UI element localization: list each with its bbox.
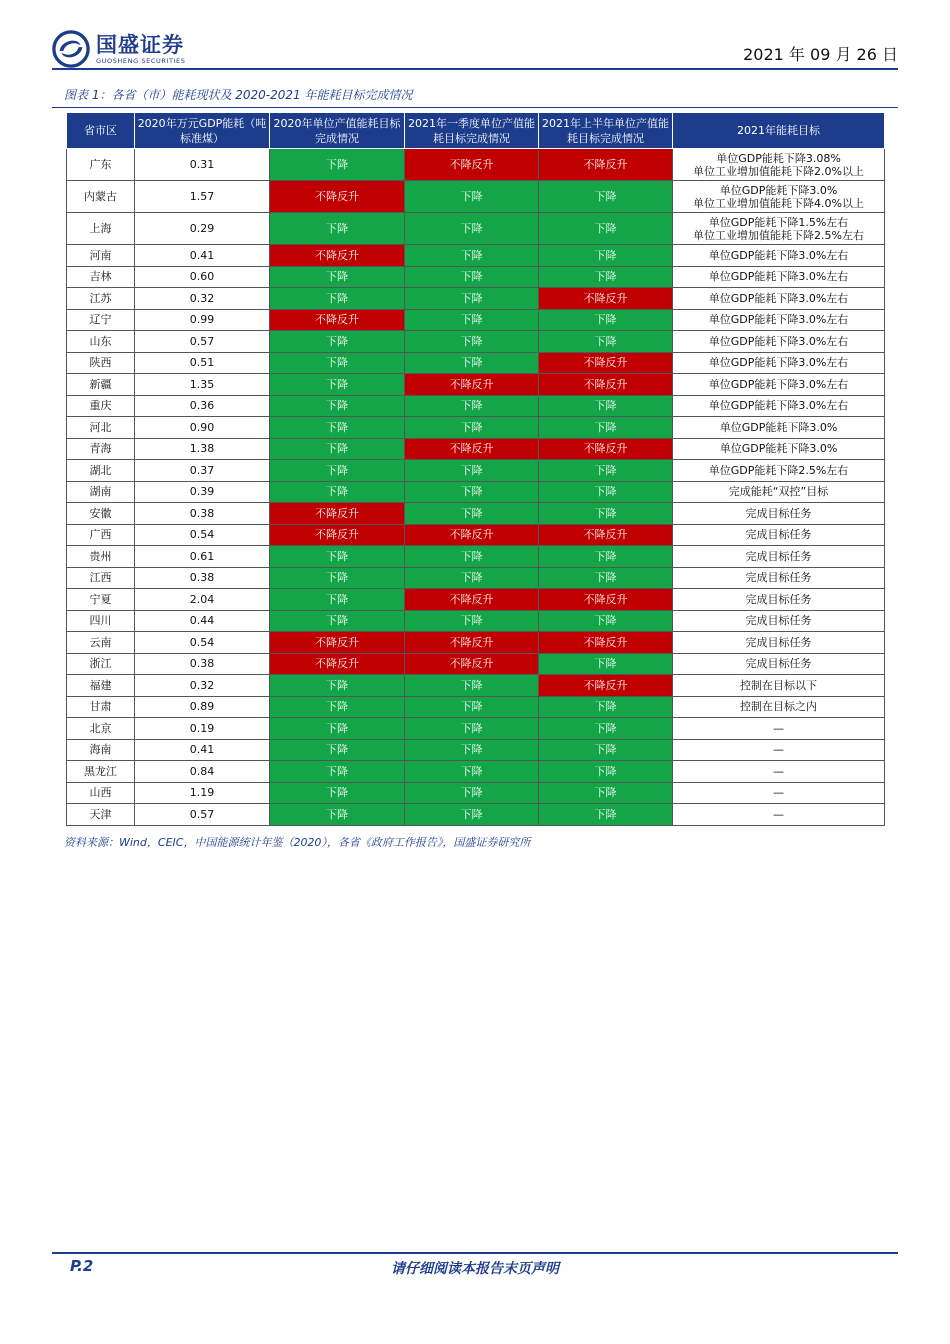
status-cell: 下降 bbox=[270, 782, 405, 804]
status-cell: 不降反升 bbox=[539, 438, 673, 460]
status-cell: 不降反升 bbox=[539, 374, 673, 396]
status-cell: 不降反升 bbox=[270, 503, 405, 525]
province-cell: 内蒙古 bbox=[67, 181, 135, 213]
target-cell: — bbox=[673, 739, 885, 761]
target-cell: — bbox=[673, 782, 885, 804]
table-row bbox=[67, 331, 885, 353]
status-cell: 下降 bbox=[405, 567, 539, 589]
status-cell: 下降 bbox=[270, 739, 405, 761]
target-cell: 单位GDP能耗下降3.0%左右 bbox=[673, 266, 885, 288]
figure-title-divider bbox=[52, 107, 898, 108]
gdp-energy-cell: 2.04 bbox=[135, 589, 270, 611]
company-logo bbox=[52, 30, 185, 68]
province-cell: 福建 bbox=[67, 675, 135, 697]
table-row bbox=[67, 610, 885, 632]
status-cell: 下降 bbox=[270, 610, 405, 632]
table-row bbox=[67, 181, 885, 213]
status-cell: 下降 bbox=[405, 245, 539, 267]
table-row bbox=[67, 266, 885, 288]
gdp-energy-cell: 0.32 bbox=[135, 288, 270, 310]
status-cell: 下降 bbox=[270, 460, 405, 482]
target-cell: 单位GDP能耗下降3.08% 单位工业增加值能耗下降2.0%以上 bbox=[673, 149, 885, 181]
status-cell: 下降 bbox=[539, 481, 673, 503]
status-cell: 下降 bbox=[405, 761, 539, 783]
status-cell: 下降 bbox=[405, 804, 539, 826]
status-cell: 下降 bbox=[539, 804, 673, 826]
province-cell: 山东 bbox=[67, 331, 135, 353]
target-cell: 单位GDP能耗下降3.0%左右 bbox=[673, 245, 885, 267]
status-cell: 下降 bbox=[539, 245, 673, 267]
province-cell: 辽宁 bbox=[67, 309, 135, 331]
target-cell: 完成目标任务 bbox=[673, 589, 885, 611]
status-cell: 不降反升 bbox=[539, 632, 673, 654]
status-cell: 不降反升 bbox=[270, 181, 405, 213]
province-cell: 云南 bbox=[67, 632, 135, 654]
status-cell: 不降反升 bbox=[405, 653, 539, 675]
column-header: 2020年单位产值能耗目标完成情况 bbox=[270, 113, 405, 149]
status-cell: 下降 bbox=[539, 417, 673, 439]
target-cell: 单位GDP能耗下降3.0% bbox=[673, 417, 885, 439]
target-cell: 单位GDP能耗下降2.5%左右 bbox=[673, 460, 885, 482]
column-header: 省市区 bbox=[67, 113, 135, 149]
status-cell: 下降 bbox=[539, 503, 673, 525]
gdp-energy-cell: 0.61 bbox=[135, 546, 270, 568]
status-cell: 不降反升 bbox=[270, 524, 405, 546]
status-cell: 下降 bbox=[270, 213, 405, 245]
status-cell: 下降 bbox=[539, 309, 673, 331]
gdp-energy-cell: 1.19 bbox=[135, 782, 270, 804]
province-cell: 贵州 bbox=[67, 546, 135, 568]
province-cell: 海南 bbox=[67, 739, 135, 761]
table-row bbox=[67, 309, 885, 331]
column-header: 2020年万元GDP能耗（吨标准煤） bbox=[135, 113, 270, 149]
province-cell: 江苏 bbox=[67, 288, 135, 310]
province-cell: 山西 bbox=[67, 782, 135, 804]
page-header bbox=[52, 30, 898, 70]
gdp-energy-cell: 0.54 bbox=[135, 524, 270, 546]
status-cell: 下降 bbox=[405, 460, 539, 482]
status-cell: 下降 bbox=[270, 288, 405, 310]
status-cell: 下降 bbox=[405, 546, 539, 568]
table-body bbox=[67, 149, 885, 826]
table-row bbox=[67, 718, 885, 740]
status-cell: 不降反升 bbox=[270, 632, 405, 654]
footer-divider bbox=[52, 1252, 898, 1254]
gdp-energy-cell: 0.32 bbox=[135, 675, 270, 697]
gdp-energy-cell: 0.84 bbox=[135, 761, 270, 783]
status-cell: 下降 bbox=[539, 331, 673, 353]
status-cell: 下降 bbox=[539, 266, 673, 288]
status-cell: 不降反升 bbox=[405, 438, 539, 460]
target-cell: 完成目标任务 bbox=[673, 546, 885, 568]
province-cell: 黑龙江 bbox=[67, 761, 135, 783]
status-cell: 下降 bbox=[270, 438, 405, 460]
province-cell: 青海 bbox=[67, 438, 135, 460]
table-row bbox=[67, 149, 885, 181]
status-cell: 下降 bbox=[270, 352, 405, 374]
status-cell: 下降 bbox=[539, 395, 673, 417]
province-cell: 重庆 bbox=[67, 395, 135, 417]
province-cell: 上海 bbox=[67, 213, 135, 245]
gdp-energy-cell: 0.38 bbox=[135, 567, 270, 589]
gdp-energy-cell: 1.38 bbox=[135, 438, 270, 460]
status-cell: 不降反升 bbox=[539, 149, 673, 181]
status-cell: 下降 bbox=[270, 589, 405, 611]
status-cell: 下降 bbox=[270, 481, 405, 503]
target-cell: 单位GDP能耗下降3.0% bbox=[673, 438, 885, 460]
table-header-row bbox=[67, 113, 885, 149]
status-cell: 不降反升 bbox=[405, 149, 539, 181]
status-cell: 下降 bbox=[270, 331, 405, 353]
guosheng-logo-icon bbox=[52, 30, 90, 68]
province-cell: 河南 bbox=[67, 245, 135, 267]
gdp-energy-cell: 0.57 bbox=[135, 804, 270, 826]
status-cell: 下降 bbox=[405, 288, 539, 310]
column-header: 2021年一季度单位产值能耗目标完成情况 bbox=[405, 113, 539, 149]
status-cell: 下降 bbox=[405, 331, 539, 353]
page-number: P.2 bbox=[70, 1257, 94, 1275]
status-cell: 不降反升 bbox=[405, 374, 539, 396]
gdp-energy-cell: 0.51 bbox=[135, 352, 270, 374]
target-cell: 单位GDP能耗下降1.5%左右 单位工业增加值能耗下降2.5%左右 bbox=[673, 213, 885, 245]
status-cell: 下降 bbox=[270, 804, 405, 826]
target-cell: 完成能耗“双控”目标 bbox=[673, 481, 885, 503]
status-cell: 下降 bbox=[270, 696, 405, 718]
table-row bbox=[67, 288, 885, 310]
target-cell: 完成目标任务 bbox=[673, 653, 885, 675]
table-row bbox=[67, 481, 885, 503]
status-cell: 下降 bbox=[539, 460, 673, 482]
gdp-energy-cell: 0.89 bbox=[135, 696, 270, 718]
target-cell: 完成目标任务 bbox=[673, 503, 885, 525]
province-cell: 甘肃 bbox=[67, 696, 135, 718]
status-cell: 下降 bbox=[539, 567, 673, 589]
logo-english-name: GUOSHENG SECURITIES bbox=[96, 56, 186, 65]
status-cell: 不降反升 bbox=[270, 653, 405, 675]
gdp-energy-cell: 0.36 bbox=[135, 395, 270, 417]
status-cell: 下降 bbox=[539, 610, 673, 632]
status-cell: 下降 bbox=[539, 546, 673, 568]
status-cell: 下降 bbox=[405, 503, 539, 525]
status-cell: 下降 bbox=[270, 567, 405, 589]
column-header: 2021年上半年单位产值能耗目标完成情况 bbox=[539, 113, 673, 149]
status-cell: 不降反升 bbox=[405, 632, 539, 654]
gdp-energy-cell: 0.99 bbox=[135, 309, 270, 331]
status-cell: 下降 bbox=[405, 696, 539, 718]
target-cell: 完成目标任务 bbox=[673, 567, 885, 589]
gdp-energy-cell: 1.35 bbox=[135, 374, 270, 396]
province-cell: 吉林 bbox=[67, 266, 135, 288]
status-cell: 下降 bbox=[405, 782, 539, 804]
target-cell: 控制在目标之内 bbox=[673, 696, 885, 718]
gdp-energy-cell: 0.90 bbox=[135, 417, 270, 439]
status-cell: 下降 bbox=[539, 718, 673, 740]
gdp-energy-cell: 0.38 bbox=[135, 653, 270, 675]
gdp-energy-cell: 0.44 bbox=[135, 610, 270, 632]
status-cell: 下降 bbox=[405, 718, 539, 740]
table-row bbox=[67, 546, 885, 568]
table-row bbox=[67, 632, 885, 654]
figure-title: 图表 1：各省（市）能耗现状及 2020-2021 年能耗目标完成情况 bbox=[64, 88, 413, 102]
gdp-energy-cell: 0.38 bbox=[135, 503, 270, 525]
status-cell: 不降反升 bbox=[539, 352, 673, 374]
province-cell: 宁夏 bbox=[67, 589, 135, 611]
status-cell: 下降 bbox=[270, 266, 405, 288]
status-cell: 下降 bbox=[405, 481, 539, 503]
target-cell: — bbox=[673, 718, 885, 740]
table-row bbox=[67, 653, 885, 675]
table-row bbox=[67, 503, 885, 525]
gdp-energy-cell: 0.39 bbox=[135, 481, 270, 503]
status-cell: 下降 bbox=[405, 739, 539, 761]
status-cell: 不降反升 bbox=[270, 245, 405, 267]
gdp-energy-cell: 0.54 bbox=[135, 632, 270, 654]
target-cell: 单位GDP能耗下降3.0%左右 bbox=[673, 352, 885, 374]
gdp-energy-cell: 0.19 bbox=[135, 718, 270, 740]
table-row bbox=[67, 438, 885, 460]
status-cell: 下降 bbox=[270, 417, 405, 439]
figure-source: 资料来源：Wind，CEIC，中国能源统计年鉴（2020），各省《政府工作报告》，国盛证券研究所 bbox=[64, 836, 531, 849]
table-row bbox=[67, 395, 885, 417]
province-cell: 天津 bbox=[67, 804, 135, 826]
status-cell: 下降 bbox=[539, 739, 673, 761]
status-cell: 下降 bbox=[405, 213, 539, 245]
target-cell: 单位GDP能耗下降3.0%左右 bbox=[673, 288, 885, 310]
status-cell: 不降反升 bbox=[405, 589, 539, 611]
table-row bbox=[67, 675, 885, 697]
status-cell: 下降 bbox=[270, 374, 405, 396]
gdp-energy-cell: 0.60 bbox=[135, 266, 270, 288]
table-row bbox=[67, 782, 885, 804]
status-cell: 下降 bbox=[405, 309, 539, 331]
target-cell: 控制在目标以下 bbox=[673, 675, 885, 697]
status-cell: 不降反升 bbox=[539, 524, 673, 546]
status-cell: 下降 bbox=[405, 266, 539, 288]
gdp-energy-cell: 0.57 bbox=[135, 331, 270, 353]
target-cell: 单位GDP能耗下降3.0%左右 bbox=[673, 395, 885, 417]
table-row bbox=[67, 524, 885, 546]
target-cell: 完成目标任务 bbox=[673, 632, 885, 654]
status-cell: 下降 bbox=[539, 782, 673, 804]
province-cell: 广西 bbox=[67, 524, 135, 546]
status-cell: 下降 bbox=[270, 395, 405, 417]
table-row bbox=[67, 804, 885, 826]
status-cell: 下降 bbox=[270, 761, 405, 783]
target-cell: 单位GDP能耗下降3.0%左右 bbox=[673, 374, 885, 396]
province-cell: 北京 bbox=[67, 718, 135, 740]
status-cell: 下降 bbox=[405, 181, 539, 213]
status-cell: 下降 bbox=[405, 395, 539, 417]
table-row bbox=[67, 352, 885, 374]
province-cell: 江西 bbox=[67, 567, 135, 589]
gdp-energy-cell: 0.41 bbox=[135, 739, 270, 761]
status-cell: 下降 bbox=[405, 417, 539, 439]
status-cell: 下降 bbox=[539, 653, 673, 675]
gdp-energy-cell: 0.37 bbox=[135, 460, 270, 482]
target-cell: 单位GDP能耗下降3.0%左右 bbox=[673, 309, 885, 331]
table-row bbox=[67, 589, 885, 611]
province-cell: 新疆 bbox=[67, 374, 135, 396]
target-cell: — bbox=[673, 804, 885, 826]
gdp-energy-cell: 1.57 bbox=[135, 181, 270, 213]
table-row bbox=[67, 374, 885, 396]
province-cell: 浙江 bbox=[67, 653, 135, 675]
province-cell: 湖北 bbox=[67, 460, 135, 482]
table-row bbox=[67, 213, 885, 245]
table-row bbox=[67, 696, 885, 718]
province-cell: 河北 bbox=[67, 417, 135, 439]
table-row bbox=[67, 739, 885, 761]
status-cell: 下降 bbox=[539, 181, 673, 213]
province-cell: 湖南 bbox=[67, 481, 135, 503]
status-cell: 不降反升 bbox=[270, 309, 405, 331]
status-cell: 下降 bbox=[405, 352, 539, 374]
table-row bbox=[67, 417, 885, 439]
status-cell: 不降反升 bbox=[539, 675, 673, 697]
status-cell: 不降反升 bbox=[405, 524, 539, 546]
table-row bbox=[67, 761, 885, 783]
target-cell: 完成目标任务 bbox=[673, 610, 885, 632]
status-cell: 下降 bbox=[539, 761, 673, 783]
energy-consumption-table bbox=[66, 112, 885, 826]
status-cell: 下降 bbox=[405, 610, 539, 632]
gdp-energy-cell: 0.29 bbox=[135, 213, 270, 245]
target-cell: 完成目标任务 bbox=[673, 524, 885, 546]
target-cell: 单位GDP能耗下降3.0% 单位工业增加值能耗下降4.0%以上 bbox=[673, 181, 885, 213]
province-cell: 四川 bbox=[67, 610, 135, 632]
status-cell: 下降 bbox=[270, 718, 405, 740]
status-cell: 下降 bbox=[405, 675, 539, 697]
status-cell: 不降反升 bbox=[539, 288, 673, 310]
status-cell: 下降 bbox=[539, 696, 673, 718]
status-cell: 下降 bbox=[270, 675, 405, 697]
report-date: 2021 年 09 月 26 日 bbox=[743, 45, 898, 64]
footer-disclaimer: 请仔细阅读本报告末页声明 bbox=[391, 1261, 559, 1277]
province-cell: 安徽 bbox=[67, 503, 135, 525]
status-cell: 下降 bbox=[539, 213, 673, 245]
province-cell: 广东 bbox=[67, 149, 135, 181]
table-row bbox=[67, 567, 885, 589]
target-cell: — bbox=[673, 761, 885, 783]
header-divider bbox=[52, 68, 898, 70]
gdp-energy-cell: 0.31 bbox=[135, 149, 270, 181]
table-row bbox=[67, 460, 885, 482]
province-cell: 陕西 bbox=[67, 352, 135, 374]
logo-chinese-name: 国盛证券 bbox=[96, 32, 184, 57]
status-cell: 下降 bbox=[270, 149, 405, 181]
status-cell: 不降反升 bbox=[539, 589, 673, 611]
table-row bbox=[67, 245, 885, 267]
column-header: 2021年能耗目标 bbox=[673, 113, 885, 149]
status-cell: 下降 bbox=[270, 546, 405, 568]
gdp-energy-cell: 0.41 bbox=[135, 245, 270, 267]
target-cell: 单位GDP能耗下降3.0%左右 bbox=[673, 331, 885, 353]
